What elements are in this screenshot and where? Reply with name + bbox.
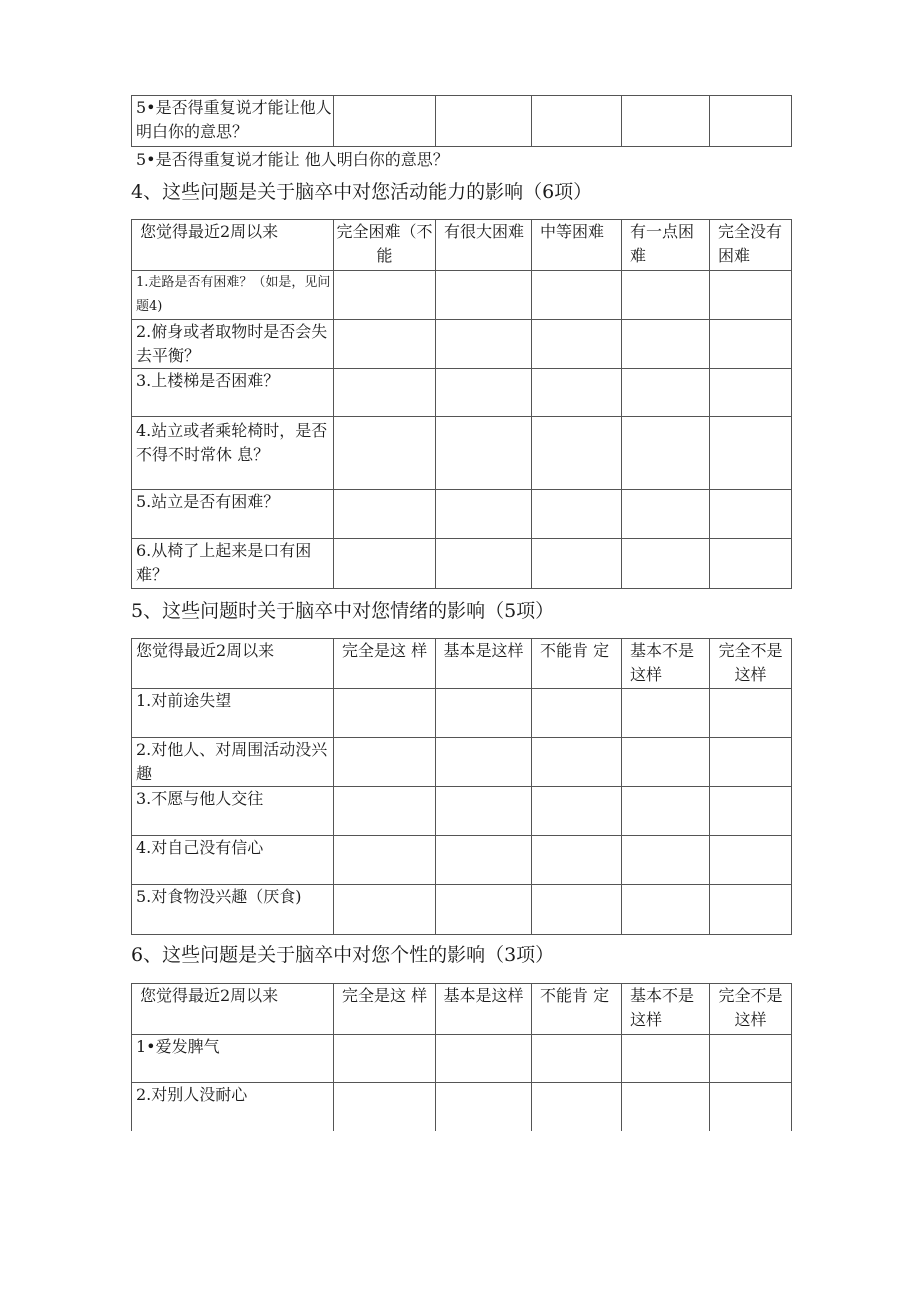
header-cell: 完全没有困难: [710, 220, 792, 271]
answer-cell[interactable]: [532, 787, 622, 836]
header-cell: 您觉得最近2周以来: [132, 639, 334, 689]
mobility-table: [131, 219, 792, 589]
header-cell: 基本不是这样: [622, 639, 710, 689]
header-cell: 完全不是这样: [710, 639, 792, 689]
answer-cell[interactable]: [622, 885, 710, 935]
repeat-note: 5•是否得重复说才能让 他人明白你的意思？: [136, 150, 449, 169]
answer-cell[interactable]: [436, 320, 532, 369]
table-row: [132, 836, 792, 885]
header-cell: 您觉得最近2周以来: [132, 984, 334, 1035]
answer-cell[interactable]: [334, 96, 436, 147]
header-cell: 完全困难（不能: [334, 220, 436, 271]
answer-cell[interactable]: [532, 417, 622, 490]
table-row: [132, 885, 792, 935]
header-cell: 基本是这样: [436, 984, 532, 1035]
answer-cell[interactable]: [622, 417, 710, 490]
table-row: [132, 787, 792, 836]
answer-cell[interactable]: [710, 271, 792, 320]
answer-cell[interactable]: [622, 539, 710, 589]
personality-table: [131, 983, 792, 1131]
answer-cell[interactable]: [710, 417, 792, 490]
answer-cell[interactable]: [622, 369, 710, 417]
question-label: 2.俯身或者取物时是否会失去平衡？: [132, 320, 334, 369]
answer-cell[interactable]: [334, 787, 436, 836]
answer-cell[interactable]: [710, 689, 792, 738]
answer-cell[interactable]: [532, 271, 622, 320]
question-label: 5.对食物没兴趣（厌食): [132, 885, 334, 935]
answer-cell[interactable]: [532, 539, 622, 589]
answer-cell[interactable]: [710, 1035, 792, 1083]
answer-cell[interactable]: [334, 885, 436, 935]
table-row: [132, 96, 792, 147]
answer-cell[interactable]: [532, 885, 622, 935]
answer-cell[interactable]: [622, 96, 710, 147]
table-row: [132, 417, 792, 490]
header-cell: 有一点困难: [622, 220, 710, 271]
answer-cell[interactable]: [532, 369, 622, 417]
table-row: [132, 1035, 792, 1083]
table-row: [132, 539, 792, 589]
answer-cell[interactable]: [710, 787, 792, 836]
answer-cell[interactable]: [710, 96, 792, 147]
answer-cell[interactable]: [334, 1035, 436, 1083]
header-cell: 有很大困难: [436, 220, 532, 271]
answer-cell[interactable]: [710, 320, 792, 369]
answer-cell[interactable]: [334, 1083, 436, 1131]
answer-cell[interactable]: [436, 1035, 532, 1083]
header-cell: 基本不是这样: [622, 984, 710, 1035]
question-label: 4.对自己没有信心: [132, 836, 334, 885]
header-cell: 完全不是这样: [710, 984, 792, 1035]
answer-cell[interactable]: [436, 787, 532, 836]
answer-cell[interactable]: [710, 490, 792, 539]
table-row: [132, 689, 792, 738]
header-cell: 您觉得最近2周以来: [132, 220, 334, 271]
answer-cell[interactable]: [436, 271, 532, 320]
table-row: [132, 490, 792, 539]
answer-cell[interactable]: [436, 96, 532, 147]
row-label: 5•是否得重复说才能让他人明白你的意思？: [132, 96, 334, 147]
header-cell: 完全是这 样: [334, 639, 436, 689]
answer-cell[interactable]: [532, 490, 622, 539]
top-table: [131, 95, 792, 147]
answer-cell[interactable]: [622, 738, 710, 787]
answer-cell[interactable]: [532, 1035, 622, 1083]
question-label: 2.对他人、对周围活动没兴趣: [132, 738, 334, 787]
answer-cell[interactable]: [334, 738, 436, 787]
question-label: 3.不愿与他人交往: [132, 787, 334, 836]
answer-cell[interactable]: [622, 689, 710, 738]
answer-cell[interactable]: [710, 738, 792, 787]
table-header-row: [132, 220, 792, 271]
answer-cell[interactable]: [334, 490, 436, 539]
answer-cell[interactable]: [532, 320, 622, 369]
table-header-row: [132, 984, 792, 1035]
answer-cell[interactable]: [532, 1083, 622, 1131]
question-label: 1•爱发脾气: [132, 1035, 334, 1083]
question-label: 2.对别人没耐心: [132, 1083, 334, 1131]
answer-cell[interactable]: [334, 369, 436, 417]
table-row: [132, 271, 792, 320]
question-label: 5.站立是否有困难？: [132, 490, 334, 539]
answer-cell[interactable]: [436, 1083, 532, 1131]
answer-cell[interactable]: [436, 885, 532, 935]
answer-cell[interactable]: [710, 836, 792, 885]
answer-cell[interactable]: [436, 836, 532, 885]
table-header-row: [132, 639, 792, 689]
answer-cell[interactable]: [622, 1083, 710, 1131]
answer-cell[interactable]: [334, 689, 436, 738]
answer-cell[interactable]: [622, 1035, 710, 1083]
question-label: 1.走路是否有困难？（如是，见问题4): [132, 271, 334, 320]
header-cell: 不能肯 定: [532, 984, 622, 1035]
question-label: 3.上楼梯是否困难？: [132, 369, 334, 417]
answer-cell[interactable]: [622, 787, 710, 836]
answer-cell[interactable]: [532, 96, 622, 147]
question-label: 6.从椅了上起来是口有困难？: [132, 539, 334, 589]
answer-cell[interactable]: [532, 836, 622, 885]
question-label: 1.对前途失望: [132, 689, 334, 738]
answer-cell[interactable]: [436, 689, 532, 738]
answer-cell[interactable]: [710, 539, 792, 589]
section-heading-4: 4、这些问题是关于脑卒中对您活动能力的影响（6项）: [131, 181, 593, 203]
answer-cell[interactable]: [436, 490, 532, 539]
emotion-table: [131, 638, 792, 935]
answer-cell[interactable]: [436, 369, 532, 417]
table-row: [132, 738, 792, 787]
answer-cell[interactable]: [622, 836, 710, 885]
answer-cell[interactable]: [710, 1083, 792, 1131]
answer-cell[interactable]: [334, 271, 436, 320]
answer-cell[interactable]: [436, 539, 532, 589]
header-cell: 中等困难: [532, 220, 622, 271]
header-cell: 不能肯 定: [532, 639, 622, 689]
answer-cell[interactable]: [710, 885, 792, 935]
question-label: 4.站立或者乘轮椅时，是否不得不时常休 息？: [132, 417, 334, 490]
answer-cell[interactable]: [532, 738, 622, 787]
answer-cell[interactable]: [710, 369, 792, 417]
header-cell: 基本是这样: [436, 639, 532, 689]
section-heading-5: 5、这些问题时关于脑卒中对您情绪的影响（5项）: [131, 600, 555, 622]
table-row: [132, 320, 792, 369]
header-cell: 完全是这 样: [334, 984, 436, 1035]
table-row: [132, 1083, 792, 1131]
answer-cell[interactable]: [334, 320, 436, 369]
answer-cell[interactable]: [436, 417, 532, 490]
answer-cell[interactable]: [334, 836, 436, 885]
section-heading-6: 6、这些问题是关于脑卒中对您个性的影响（3项）: [131, 944, 555, 966]
answer-cell[interactable]: [622, 490, 710, 539]
answer-cell[interactable]: [334, 417, 436, 490]
answer-cell[interactable]: [436, 738, 532, 787]
answer-cell[interactable]: [334, 539, 436, 589]
answer-cell[interactable]: [622, 271, 710, 320]
table-row: [132, 369, 792, 417]
answer-cell[interactable]: [532, 689, 622, 738]
answer-cell[interactable]: [622, 320, 710, 369]
